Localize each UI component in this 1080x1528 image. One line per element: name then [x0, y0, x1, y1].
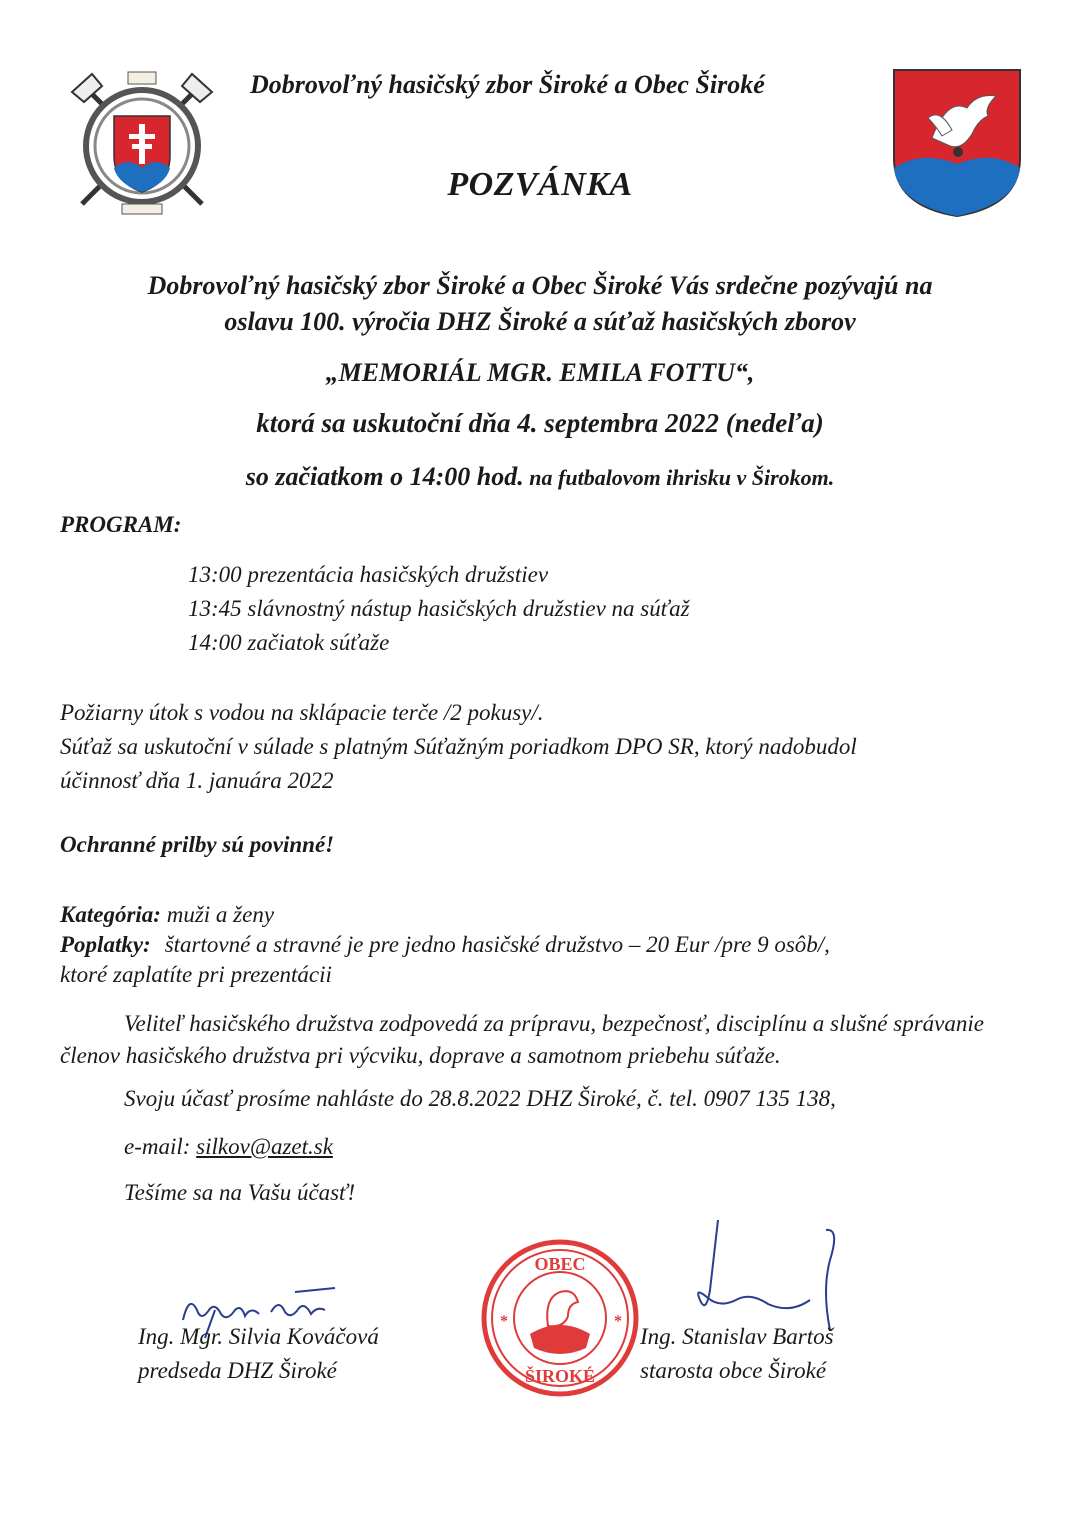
intro-text [40, 268, 1040, 340]
rules-text [60, 696, 1020, 798]
responsibility-text: Veliteľ hasičského družstva zodpovedá za prípravu, bezpečnosť, disciplínu a slušné správanie členov hasičského družstva pri výcviku, doprave a samotnom priebehu súťaže. [60, 1011, 984, 1068]
memorial-title: „MEMORIÁL MGR. EMILA FOTTU“, [325, 358, 755, 387]
program-item: 14:00 začiatok súťaže [188, 630, 390, 655]
fees-value: štartovné a stravné je pre jedno hasičské družstvo – 20 Eur /pre 9 osôb/, [164, 932, 830, 957]
stamp-bottom-text: ŠIROKÉ [524, 1366, 596, 1386]
document-title: POZVÁNKA [447, 166, 633, 203]
event-location: na futbalovom ihrisku v Širokom. [523, 465, 835, 490]
email-label: e-mail: [124, 1134, 197, 1159]
email-link[interactable]: silkov@azet.sk [196, 1134, 333, 1159]
program-list [188, 558, 690, 660]
left-signatory-role: predseda DHZ Široké [138, 1358, 337, 1383]
event-date: ktorá sa uskutoční dňa 4. septembra 2022 (nedeľa) [256, 408, 824, 438]
category-fees [60, 900, 1020, 990]
event-start-time: so začiatkom o 14:00 hod. [245, 462, 524, 491]
event-start [0, 462, 1080, 492]
registration-text: Svoju účasť prosíme nahláste do 28.8.2022 DHZ Široké, č. tel. 0907 135 138, [124, 1086, 836, 1111]
fees-value-continued: ktoré zaplatíte pri prezentácii [60, 962, 332, 987]
attack-rule: Požiarny útok s vodou na sklápacie terče /2 pokusy/. [60, 700, 544, 725]
category-label: Kategória: [60, 902, 161, 927]
regulation-line-2: účinnosť dňa 1. januára 2022 [60, 768, 334, 793]
closing-text: Tešíme sa na Vašu účasť! [124, 1180, 356, 1205]
email-line [124, 1134, 333, 1160]
left-signatory-name: Ing. Mgr. Silvia Kováčová [138, 1324, 379, 1349]
left-signatory [138, 1320, 379, 1388]
svg-text:*: * [500, 1313, 508, 1330]
program-item: 13:45 slávnostný nástup hasičských družstiev na súťaž [188, 596, 690, 621]
category-value: muži a ženy [160, 902, 275, 927]
regulation-line-1: Súťaž sa uskutoční v súlade s platným Súťažným poriadkom DPO SR, ktorý nadobudol [60, 734, 857, 759]
intro-line-1: Dobrovoľný hasičský zbor Široké a Obec Široké Vás srdečne pozývajú na [147, 271, 933, 300]
program-heading: PROGRAM: [60, 512, 182, 537]
right-signatory [640, 1320, 834, 1388]
svg-text:*: * [614, 1313, 622, 1330]
intro-line-2: oslavu 100. výročia DHZ Široké a súťaž hasičských zborov [224, 307, 856, 336]
right-signatory-name: Ing. Stanislav Bartoš [640, 1324, 834, 1349]
helmets-notice: Ochranné prilby sú povinné! [60, 832, 335, 857]
fees-row [60, 930, 1020, 960]
category-row [60, 900, 1020, 930]
stamp-top-text: OBEC [534, 1254, 586, 1274]
right-signatory-role: starosta obce Široké [640, 1358, 827, 1383]
official-stamp-icon [478, 1236, 642, 1400]
header-title: Dobrovoľný hasičský zbor Široké a Obec Široké [250, 70, 765, 99]
program-item: 13:00 prezentácia hasičských družstiev [188, 562, 549, 587]
fees-label: Poplatky: [60, 932, 151, 957]
